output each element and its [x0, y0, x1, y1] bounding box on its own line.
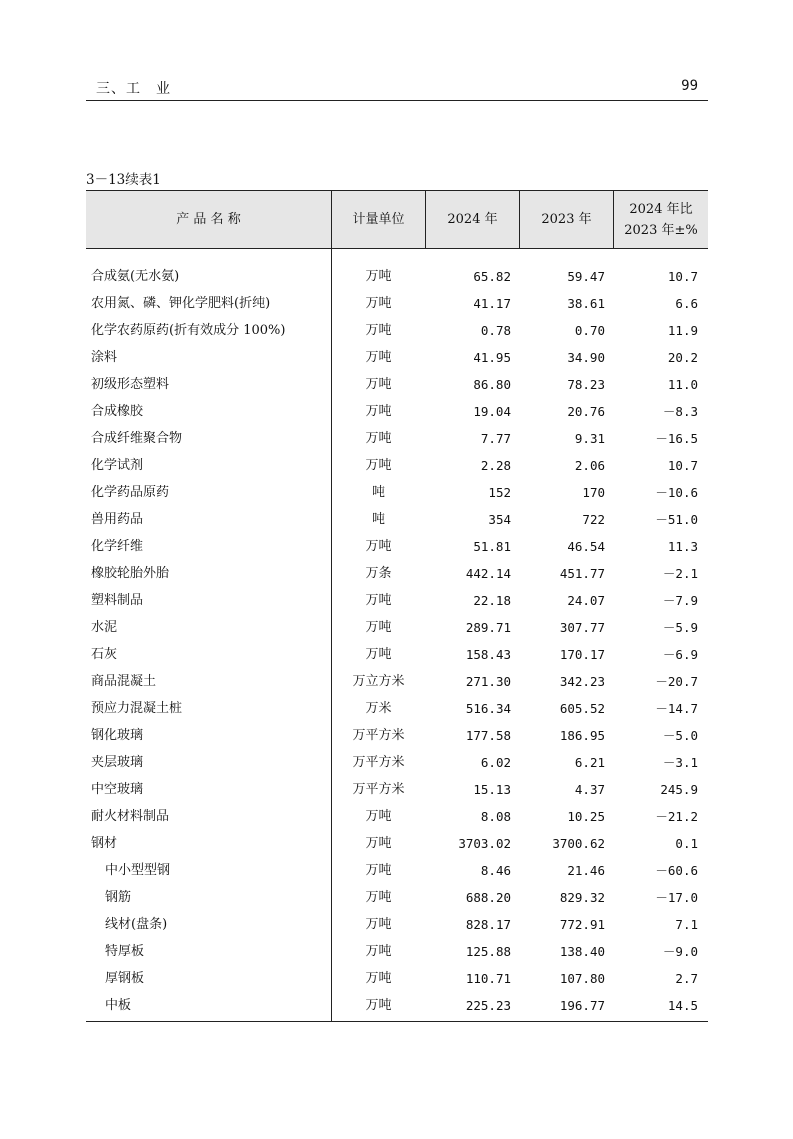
- change-percent: －20.7: [655, 674, 698, 689]
- value-2023: 170.17: [559, 647, 605, 662]
- column-divider: [519, 191, 520, 248]
- change-percent: －3.1: [662, 755, 698, 770]
- header-unit: 计量单位: [352, 212, 405, 227]
- value-2024: 2.28: [480, 458, 511, 473]
- table-row: [86, 371, 708, 398]
- unit: 万吨: [365, 863, 392, 878]
- value-2023: 20.76: [567, 404, 605, 419]
- table-row: [86, 533, 708, 560]
- table-caption: 3－13续表1: [86, 172, 161, 188]
- product-name: 耐火材料制品: [91, 809, 170, 824]
- product-name: 石灰: [91, 647, 118, 662]
- value-2024: 6.02: [480, 755, 511, 770]
- value-2024: 51.81: [473, 539, 511, 554]
- table-row: [86, 452, 708, 479]
- change-percent: 245.9: [660, 782, 698, 797]
- change-percent: 10.7: [667, 269, 698, 284]
- value-2023: 21.46: [567, 863, 605, 878]
- value-2024: 0.78: [480, 323, 511, 338]
- page-number: 99: [681, 78, 698, 94]
- table-row: [86, 830, 708, 857]
- change-percent: －51.0: [655, 512, 698, 527]
- header-change-line1: 2024 年比: [629, 201, 693, 217]
- unit: 万平方米: [352, 755, 405, 770]
- value-2024: 354: [488, 512, 511, 527]
- product-name: 夹层玻璃: [91, 755, 144, 770]
- value-2024: 152: [488, 485, 511, 500]
- value-2023: 605.52: [559, 701, 605, 716]
- unit: 万吨: [365, 404, 392, 419]
- header-change: [614, 191, 708, 248]
- product-name: 初级形态塑料: [91, 377, 170, 392]
- product-name: 特厚板: [105, 944, 145, 959]
- change-percent: 2.7: [675, 971, 698, 986]
- table-row: [86, 803, 708, 830]
- table-row: [86, 749, 708, 776]
- unit: 万吨: [365, 647, 392, 662]
- header-2024: 2024 年: [447, 212, 498, 227]
- value-2024: 22.18: [473, 593, 511, 608]
- table-row: [86, 776, 708, 803]
- unit: 万吨: [365, 539, 392, 554]
- value-2024: 125.88: [465, 944, 511, 959]
- table-row: [86, 425, 708, 452]
- change-percent: －10.6: [655, 485, 698, 500]
- unit: 万吨: [365, 890, 392, 905]
- product-name: 化学农药原药(折有效成分 100%): [91, 323, 286, 338]
- product-name: 中板: [105, 998, 132, 1013]
- value-2023: 170: [582, 485, 605, 500]
- value-2024: 688.20: [465, 890, 511, 905]
- product-name: 厚钢板: [105, 971, 145, 986]
- value-2023: 196.77: [559, 998, 605, 1013]
- product-name: 钢材: [91, 836, 118, 851]
- product-name: 兽用药品: [91, 512, 144, 527]
- table-row: [86, 857, 708, 884]
- product-name: 商品混凝土: [91, 674, 157, 689]
- change-percent: －9.0: [662, 944, 698, 959]
- product-name: 化学药品原药: [91, 485, 170, 500]
- running-header: [86, 78, 708, 101]
- table-row: [86, 587, 708, 614]
- table-row: [86, 911, 708, 938]
- product-name: 预应力混凝土桩: [91, 701, 183, 716]
- change-percent: 11.9: [667, 323, 698, 338]
- change-percent: －7.9: [662, 593, 698, 608]
- unit: 万平方米: [352, 782, 405, 797]
- change-percent: －8.3: [662, 404, 698, 419]
- table-row: [86, 290, 708, 317]
- table-row: [86, 263, 708, 290]
- change-percent: 11.3: [667, 539, 698, 554]
- value-2024: 271.30: [465, 674, 511, 689]
- product-name: 化学纤维: [91, 539, 144, 554]
- value-2023: 24.07: [567, 593, 605, 608]
- product-name: 橡胶轮胎外胎: [91, 566, 170, 581]
- column-divider: [613, 191, 614, 248]
- table-row: [86, 614, 708, 641]
- change-percent: －14.7: [655, 701, 698, 716]
- value-2023: 34.90: [567, 350, 605, 365]
- unit: 万吨: [365, 998, 392, 1013]
- change-percent: 11.0: [667, 377, 698, 392]
- value-2023: 342.23: [559, 674, 605, 689]
- value-2023: 3700.62: [552, 836, 605, 851]
- change-percent: 0.1: [675, 836, 698, 851]
- header-product-name: 产 品 名 称: [176, 212, 241, 227]
- table-row: [86, 479, 708, 506]
- value-2024: 8.46: [480, 863, 511, 878]
- value-2024: 289.71: [465, 620, 511, 635]
- value-2024: 516.34: [465, 701, 511, 716]
- value-2023: 2.06: [574, 458, 605, 473]
- product-name: 合成橡胶: [91, 404, 144, 419]
- change-percent: 10.7: [667, 458, 698, 473]
- unit: 万吨: [365, 620, 392, 635]
- table-row: [86, 884, 708, 911]
- value-2024: 65.82: [473, 269, 511, 284]
- value-2023: 772.91: [559, 917, 605, 932]
- value-2024: 158.43: [465, 647, 511, 662]
- product-name: 线材(盘条): [105, 917, 168, 932]
- product-name: 农用氮、磷、钾化学肥料(折纯): [91, 296, 271, 311]
- change-percent: －5.9: [662, 620, 698, 635]
- column-divider: [425, 191, 426, 248]
- product-name: 中小型型钢: [105, 863, 171, 878]
- unit: 吨: [371, 512, 385, 527]
- chapter-title: 三、工 业: [96, 81, 171, 97]
- unit: 万吨: [365, 971, 392, 986]
- table-row: [86, 722, 708, 749]
- value-2023: 138.40: [559, 944, 605, 959]
- value-2023: 829.32: [559, 890, 605, 905]
- table-row: [86, 506, 708, 533]
- value-2023: 6.21: [574, 755, 605, 770]
- unit: 万吨: [365, 377, 392, 392]
- unit: 万米: [365, 701, 392, 716]
- unit: 万吨: [365, 836, 392, 851]
- unit: 万吨: [365, 809, 392, 824]
- change-percent: －16.5: [655, 431, 698, 446]
- unit: 万立方米: [352, 674, 405, 689]
- table-row: [86, 965, 708, 992]
- value-2023: 4.37: [574, 782, 605, 797]
- value-2023: 307.77: [559, 620, 605, 635]
- product-name: 涂料: [91, 350, 118, 365]
- value-2024: 86.80: [473, 377, 511, 392]
- value-2024: 41.17: [473, 296, 511, 311]
- unit: 吨: [371, 485, 385, 500]
- value-2023: 10.25: [567, 809, 605, 824]
- value-2024: 7.77: [480, 431, 511, 446]
- value-2023: 38.61: [567, 296, 605, 311]
- change-percent: －6.9: [662, 647, 698, 662]
- table-row: [86, 398, 708, 425]
- change-percent: 7.1: [675, 917, 698, 932]
- unit: 万吨: [365, 593, 392, 608]
- value-2024: 19.04: [473, 404, 511, 419]
- change-percent: －60.6: [655, 863, 698, 878]
- value-2023: 186.95: [559, 728, 605, 743]
- unit: 万吨: [365, 944, 392, 959]
- change-percent: 14.5: [667, 998, 698, 1013]
- unit: 万吨: [365, 323, 392, 338]
- product-name: 水泥: [91, 620, 118, 635]
- table-row: [86, 992, 708, 1019]
- product-name: 塑料制品: [91, 593, 144, 608]
- value-2023: 78.23: [567, 377, 605, 392]
- unit: 万吨: [365, 458, 392, 473]
- unit: 万平方米: [352, 728, 405, 743]
- product-name: 化学试剂: [91, 458, 144, 473]
- value-2023: 59.47: [567, 269, 605, 284]
- value-2024: 110.71: [465, 971, 511, 986]
- table-header: [86, 191, 708, 249]
- value-2024: 41.95: [473, 350, 511, 365]
- value-2024: 225.23: [465, 998, 511, 1013]
- table-row: [86, 344, 708, 371]
- unit: 万条: [365, 566, 392, 581]
- value-2023: 0.70: [574, 323, 605, 338]
- change-percent: －21.2: [655, 809, 698, 824]
- unit: 万吨: [365, 350, 392, 365]
- unit: 万吨: [365, 269, 392, 284]
- unit: 万吨: [365, 917, 392, 932]
- product-name: 钢化玻璃: [91, 728, 144, 743]
- unit: 万吨: [365, 431, 392, 446]
- product-name: 合成纤维聚合物: [91, 431, 183, 446]
- change-percent: 6.6: [675, 296, 698, 311]
- table-row: [86, 317, 708, 344]
- value-2023: 9.31: [574, 431, 605, 446]
- table-row: [86, 695, 708, 722]
- table-row: [86, 938, 708, 965]
- change-percent: 20.2: [667, 350, 698, 365]
- value-2023: 722: [582, 512, 605, 527]
- change-percent: －17.0: [655, 890, 698, 905]
- header-2023: 2023 年: [541, 212, 592, 227]
- unit: 万吨: [365, 296, 392, 311]
- table-row: [86, 668, 708, 695]
- table-row: [86, 560, 708, 587]
- value-2024: 15.13: [473, 782, 511, 797]
- header-change-line2: 2023 年±%: [624, 222, 698, 238]
- value-2024: 8.08: [480, 809, 511, 824]
- value-2023: 107.80: [559, 971, 605, 986]
- product-name: 中空玻璃: [91, 782, 144, 797]
- product-name: 钢筋: [105, 890, 132, 905]
- value-2024: 828.17: [465, 917, 511, 932]
- statistics-table: [86, 190, 708, 1022]
- table-row: [86, 641, 708, 668]
- change-percent: －5.0: [662, 728, 698, 743]
- value-2023: 451.77: [559, 566, 605, 581]
- value-2024: 177.58: [465, 728, 511, 743]
- change-percent: －2.1: [662, 566, 698, 581]
- value-2024: 442.14: [465, 566, 511, 581]
- value-2023: 46.54: [567, 539, 605, 554]
- product-name: 合成氨(无水氨): [91, 269, 180, 284]
- value-2024: 3703.02: [458, 836, 511, 851]
